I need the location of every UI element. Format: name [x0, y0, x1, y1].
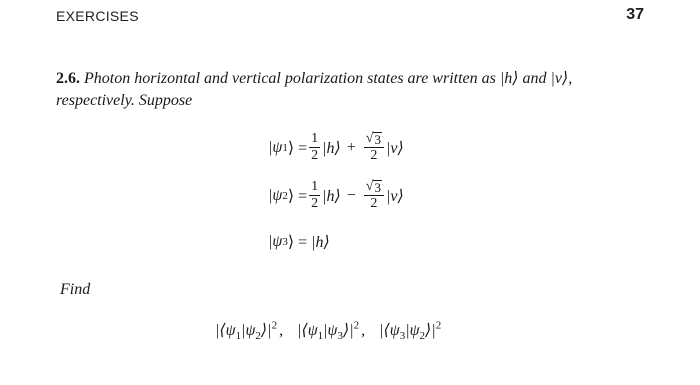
eq1-eq: ⟩ =	[287, 139, 308, 157]
eq2-sub: 2	[282, 189, 288, 202]
find-term-1: $|⟨\psi_1|\psi_2⟩|^2$ ,	[215, 320, 284, 343]
eq2-lhs: |ψ	[268, 186, 283, 204]
eq1-ket-v: |v⟩	[385, 139, 404, 157]
eq1-sub: 1	[282, 141, 288, 154]
eq2-frac2: √ 3 2	[364, 180, 384, 211]
eq2-ket-v: |v⟩	[385, 187, 404, 205]
equation-psi3	[268, 232, 330, 252]
eq3-ket-h: |h⟩	[311, 234, 330, 251]
eq1-lhs: |ψ	[268, 138, 283, 156]
problem-text: Photon horizontal and vertical polarization states are written as |h⟩ and |v⟩, respectively. Suppose	[56, 70, 573, 109]
find-expression	[215, 320, 453, 343]
eq2-frac1: $\frac{1}{2}$	[311, 179, 319, 211]
eq2-ket-h: |h⟩	[322, 187, 341, 205]
eq2-op: −	[346, 186, 356, 204]
page-number: 37	[626, 6, 644, 23]
find-term-3: $|⟨\psi_3|\psi_2⟩|^2$	[379, 320, 442, 343]
eq1-ket-h: |h⟩	[322, 139, 341, 157]
find-label: Find	[60, 281, 91, 298]
find-term-2: $|⟨\psi_1|\psi_3⟩|^2$ ,	[297, 320, 366, 343]
eq3-eq: ⟩ =	[287, 234, 308, 251]
equation-psi1	[268, 132, 404, 163]
eq3-sub: 3	[282, 236, 288, 248]
equation-psi2	[268, 180, 404, 211]
eq1-op: +	[346, 138, 356, 156]
eq2-eq: ⟩ =	[287, 187, 308, 205]
problem-statement	[56, 68, 650, 112]
eq3-lhs: |ψ	[268, 233, 283, 250]
running-header: EXERCISES	[56, 8, 139, 24]
problem-number: 2.6.	[56, 70, 80, 87]
eq1-frac1: $\frac{1}{2}$	[311, 131, 319, 163]
eq1-frac2: √ 3 2	[364, 132, 384, 163]
